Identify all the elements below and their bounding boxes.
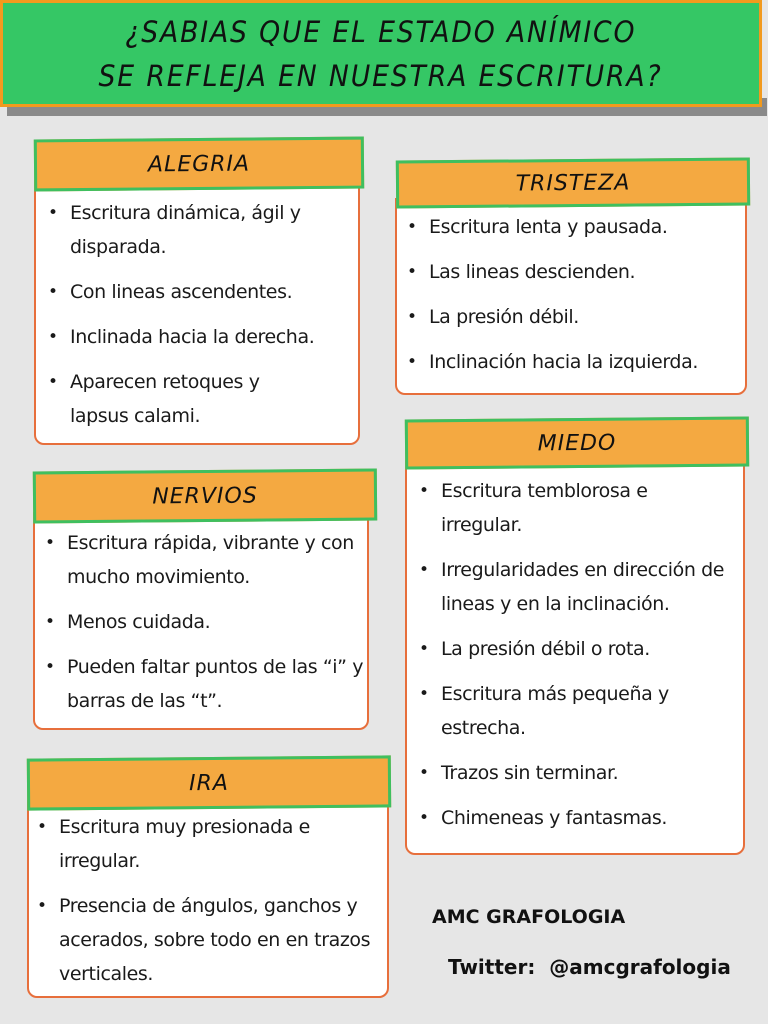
list-item: • La presión débil o rota. [419, 632, 741, 666]
list-item: • Las lineas descienden. [407, 255, 743, 289]
card-miedo [405, 460, 745, 855]
alegria-list [48, 196, 348, 444]
card-header-miedo [405, 417, 749, 470]
list-item: • La presión débil. [407, 300, 743, 334]
list-item: • Escritura dinámica, ágil y disparada. [48, 196, 348, 264]
card-header-ira [27, 755, 391, 810]
ira-list [37, 810, 387, 1002]
list-item: • Inclinada hacia la derecha. [48, 320, 348, 354]
card-header-alegria [34, 137, 364, 192]
list-item: • Escritura rápida, vibrante y con mucho movimiento. [45, 526, 357, 594]
list-item: • Escritura lenta y pausada. [407, 210, 743, 244]
list-item: • Irregularidades en dirección de lineas y en la inclinación. [419, 553, 741, 621]
card-title: MIEDO [537, 430, 617, 456]
list-item: • Pueden faltar puntos de las “i” y barras de las “t”. [45, 650, 367, 718]
tristeza-list [407, 210, 743, 390]
card-alegria [34, 180, 360, 445]
card-nervios [33, 512, 369, 730]
card-title: ALEGRIA [147, 151, 251, 177]
card-header-tristeza [396, 157, 750, 208]
card-tristeza [395, 198, 747, 395]
list-item: • Menos cuidada. [45, 605, 365, 639]
list-item: • Escritura muy presionada e irregular. [37, 810, 359, 878]
list-item: • Con lineas ascendentes. [48, 275, 348, 309]
list-item: • Aparecen retoques y lapsus calami. [48, 365, 310, 433]
card-title: IRA [188, 770, 230, 796]
list-item: • Trazos sin terminar. [419, 756, 741, 790]
list-item: • Chimeneas y fantasmas. [419, 801, 741, 835]
card-header-nervios [33, 469, 377, 524]
banner-title-line-1: ¿SABIAS QUE EL ESTADO ANÍMICO [125, 14, 637, 49]
list-item: • Inclinación hacia la izquierda. [407, 345, 743, 379]
list-item: • Escritura más pequeña y estrecha. [419, 677, 711, 745]
card-title: TRISTEZA [515, 170, 631, 196]
list-item: • Presencia de ángulos, ganchos y acerados, sobre todo en en trazos verticales. [37, 889, 379, 991]
card-title: NERVIOS [152, 483, 258, 509]
nervios-list [45, 526, 365, 729]
footer-twitter-handle: Twitter: @amcgrafologia [448, 955, 731, 979]
title-banner [0, 0, 762, 107]
list-item: • Escritura temblorosa e irregular. [419, 474, 691, 542]
miedo-list [419, 474, 741, 846]
card-ira [27, 800, 389, 998]
footer-brand: AMC GRAFOLOGIA [432, 906, 626, 928]
banner-title-line-2: SE REFLEJA EN NUESTRA ESCRITURA? [99, 58, 663, 93]
